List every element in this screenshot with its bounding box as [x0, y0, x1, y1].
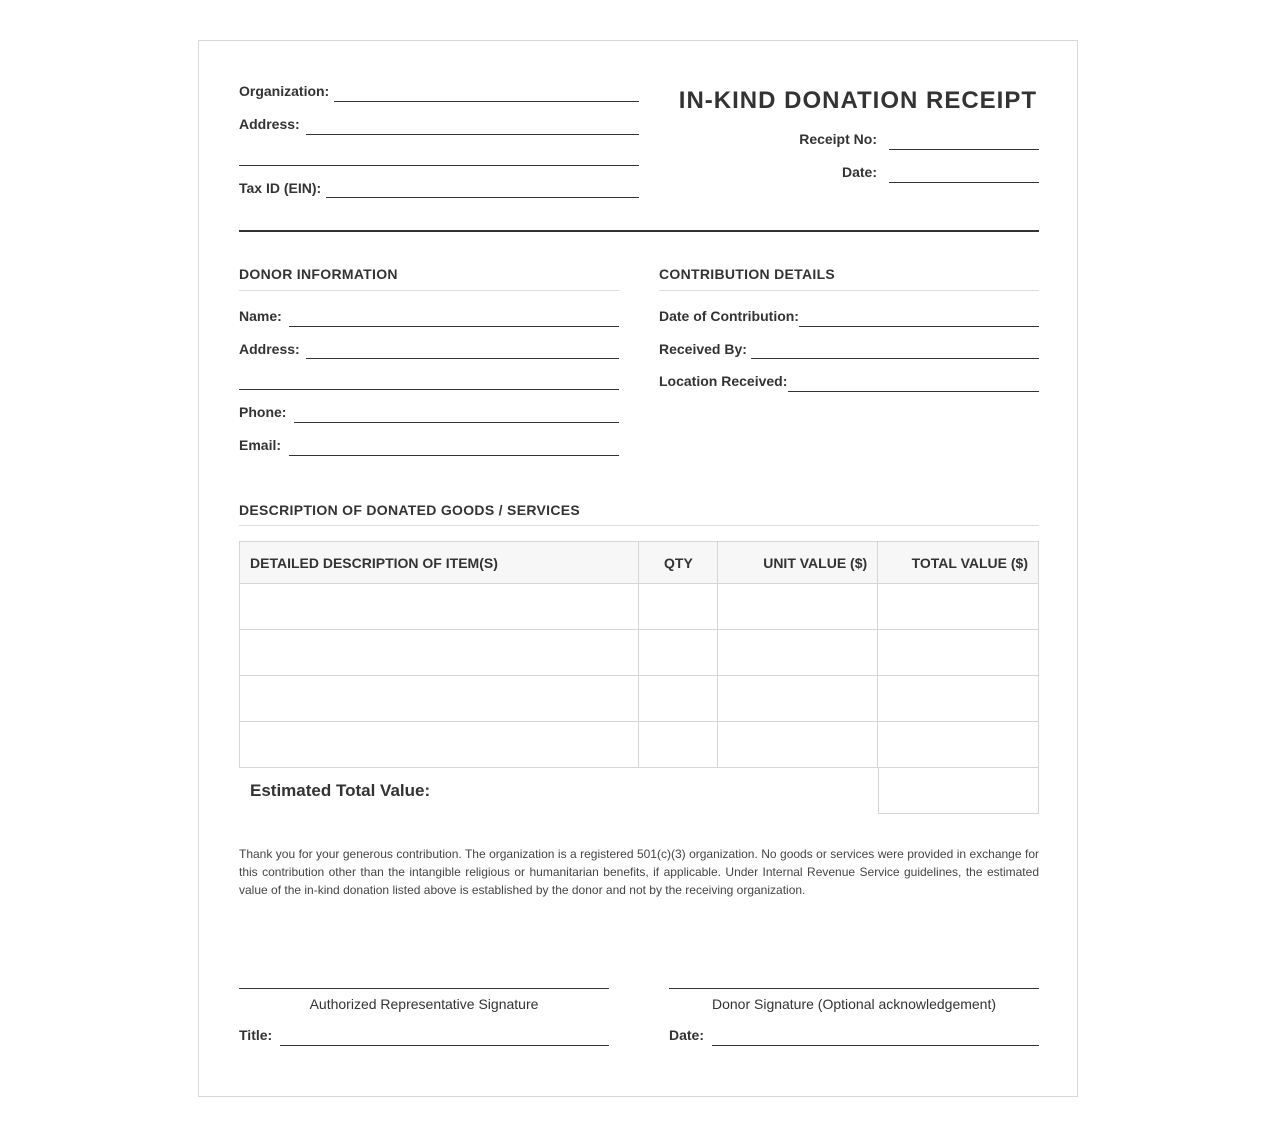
tax-id-label: Tax ID (EIN): — [239, 180, 322, 196]
donor-section-heading: DONOR INFORMATION — [239, 266, 398, 282]
disclaimer-text: Thank you for your generous contribution. The organization is a registered 501(c)(3) organization. No goods or services were provided in exchange for this contribution other than the intangible religious or humanitarian benefits, if applicable. Under Internal Revenue Service guidelines, the estimated value of the in-kind donation listed above is established by the donor and not by the receiving organization. — [239, 847, 1039, 897]
qty-cell[interactable] — [639, 630, 718, 676]
organization-field[interactable] — [334, 101, 639, 102]
total-value-cell[interactable] — [878, 676, 1039, 722]
estimated-total-label: Estimated Total Value: — [250, 781, 431, 800]
org-address-label: Address: — [239, 116, 300, 132]
unit-value-cell[interactable] — [718, 722, 878, 768]
donor-phone-label: Phone: — [239, 404, 287, 420]
qty-cell[interactable] — [639, 584, 718, 630]
contribution-date-field[interactable] — [799, 326, 1039, 327]
description-cell[interactable] — [240, 584, 639, 630]
goods-section-heading: DESCRIPTION OF DONATED GOODS / SERVICES — [239, 502, 581, 518]
total-value-cell[interactable] — [878, 630, 1039, 676]
unit-value-cell[interactable] — [718, 676, 878, 722]
donor-email-label: Email: — [239, 437, 282, 453]
location-received-field[interactable] — [788, 391, 1039, 392]
donor-name-field[interactable] — [289, 326, 619, 327]
header-divider — [239, 230, 1039, 232]
table-row — [240, 584, 1039, 630]
total-value-cell[interactable] — [878, 722, 1039, 768]
org-address-field[interactable] — [306, 134, 639, 135]
org-address-field-line2[interactable] — [239, 165, 639, 166]
column-header-description: DETAILED DESCRIPTION OF ITEM(S) — [240, 542, 639, 584]
donor-address-field-line2[interactable] — [239, 389, 619, 390]
donor-date-field[interactable] — [712, 1045, 1039, 1046]
donor-email-field[interactable] — [289, 455, 619, 456]
column-header-qty: QTY — [639, 542, 718, 584]
unit-value-cell[interactable] — [718, 584, 878, 630]
donor-signature-caption: Donor Signature (Optional acknowledgement) — [711, 996, 997, 1012]
donor-date-label: Date: — [669, 1027, 705, 1043]
table-row — [240, 630, 1039, 676]
goods-section-rule — [239, 525, 1039, 526]
received-by-label: Received By: — [659, 341, 747, 357]
contribution-date-label: Date of Contribution: — [659, 308, 799, 324]
rep-signature-line[interactable] — [239, 988, 609, 989]
donor-name-label: Name: — [239, 308, 282, 324]
organization-label: Organization: — [239, 83, 330, 99]
received-by-field[interactable] — [751, 358, 1039, 359]
donor-phone-field[interactable] — [294, 422, 619, 423]
donor-address-label: Address: — [239, 341, 300, 357]
description-cell[interactable] — [240, 722, 639, 768]
table-row — [240, 722, 1039, 768]
rep-signature-caption: Authorized Representative Signature — [309, 996, 539, 1012]
description-cell[interactable] — [240, 630, 639, 676]
estimated-total-field[interactable] — [878, 767, 1039, 814]
total-value-cell[interactable] — [878, 584, 1039, 630]
receipt-sheet — [198, 40, 1078, 1097]
receipt-no-field[interactable] — [889, 149, 1039, 150]
receipt-date-field[interactable] — [889, 182, 1039, 183]
items-table-header-row — [240, 542, 1039, 584]
rep-title-field[interactable] — [280, 1045, 609, 1046]
donor-signature-line[interactable] — [669, 988, 1039, 989]
donor-section-rule — [239, 290, 619, 291]
qty-cell[interactable] — [639, 676, 718, 722]
donor-address-field[interactable] — [306, 358, 619, 359]
document-title: IN-KIND DONATION RECEIPT — [678, 87, 1037, 114]
unit-value-cell[interactable] — [718, 630, 878, 676]
description-cell[interactable] — [240, 676, 639, 722]
column-header-unit-value: UNIT VALUE ($) — [718, 542, 878, 584]
contribution-section-rule — [659, 290, 1039, 291]
location-received-label: Location Received: — [659, 373, 788, 389]
table-row — [240, 676, 1039, 722]
items-table — [239, 541, 1039, 768]
tax-id-field[interactable] — [326, 197, 639, 198]
contribution-section-heading: CONTRIBUTION DETAILS — [659, 266, 836, 282]
receipt-no-label: Receipt No: — [799, 131, 877, 147]
column-header-total-value: TOTAL VALUE ($) — [878, 542, 1039, 584]
rep-title-label: Title: — [239, 1027, 273, 1043]
receipt-date-label: Date: — [841, 164, 877, 180]
qty-cell[interactable] — [639, 722, 718, 768]
